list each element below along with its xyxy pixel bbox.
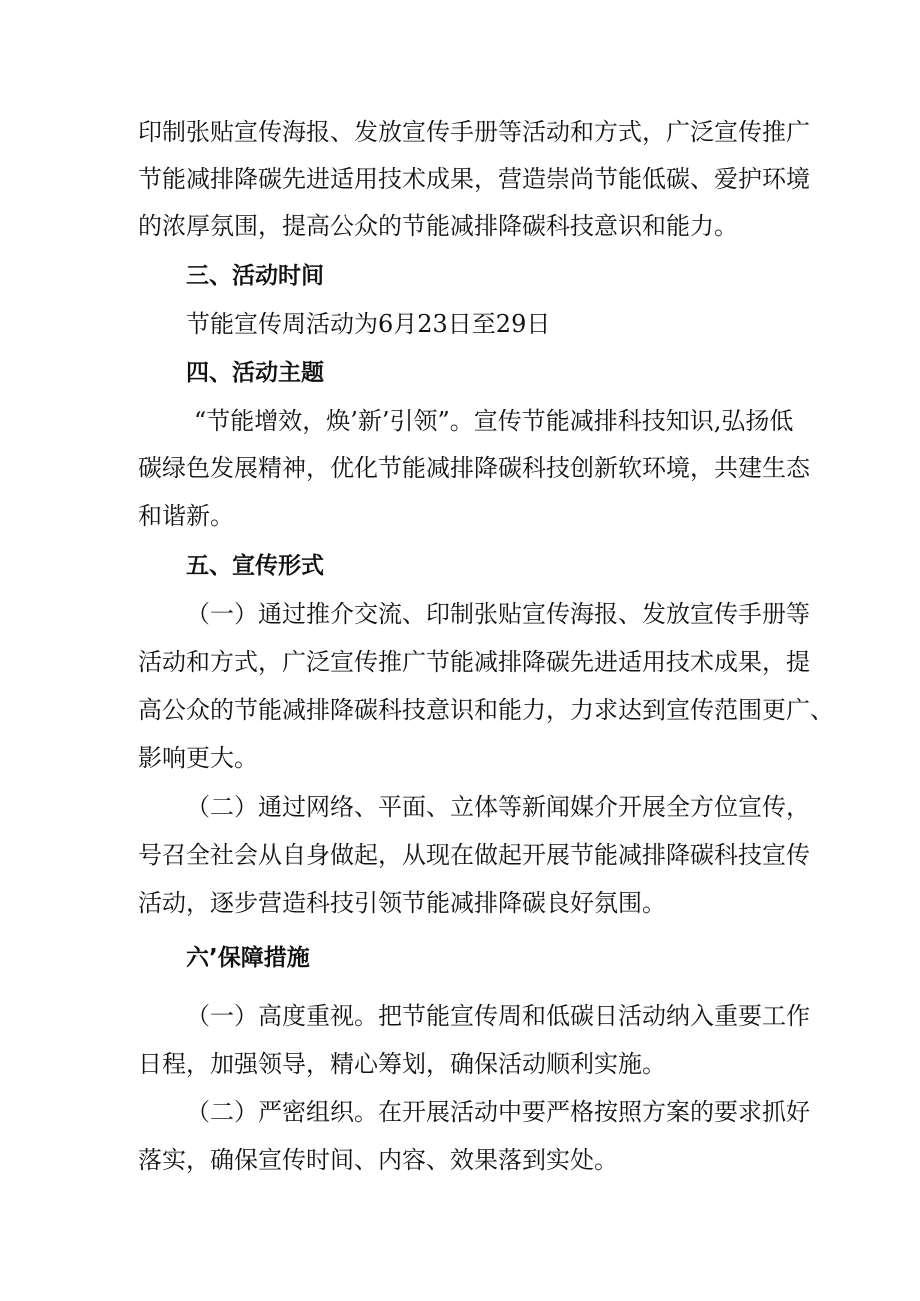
- paragraph-line: 印制张贴宣传海报、发放宣传手册等活动和方式，广泛宣传推广: [138, 118, 810, 146]
- paragraph-line: 活动和方式，广泛宣传推广节能减排降碳先进适用技术成果，提: [138, 648, 810, 676]
- section-heading-time: 三、活动时间: [186, 263, 324, 289]
- paragraph-line: 影响更大。: [138, 744, 258, 772]
- section-heading-format: 五、宣传形式: [186, 553, 324, 579]
- paragraph-line: 活动，逐步营造科技引领节能减排降碳良好氛围。: [138, 889, 666, 917]
- paragraph-line: 高公众的节能减排降碳科技意识和能力，力求达到宣传范围更广、: [138, 696, 834, 724]
- paragraph-line: “节能增效，焕’新’引领”。宣传节能减排科技知识,弘扬低: [194, 407, 794, 435]
- paragraph-line: （二）通过网络、平面、立体等新闻媒介开展全方位宣传，: [186, 793, 810, 821]
- paragraph-line: 的浓厚氛围，提高公众的节能减排降碳科技意识和能力。: [138, 212, 738, 240]
- paragraph-line: 节能宣传周活动为6月23日至29日: [186, 310, 551, 338]
- paragraph-line: 号召全社会从自身做起，从现在做起开展节能减排降碳科技宣传: [138, 841, 810, 869]
- paragraph-line: 和谐新。: [138, 502, 234, 530]
- paragraph-line: 落实，确保宣传时间、内容、效果落到实处。: [138, 1146, 618, 1174]
- paragraph-line: （二）严密组织。在开展活动中要严格按照方案的要求抓好: [186, 1098, 810, 1126]
- paragraph-line: 碳绿色发展精神，优化节能减排降碳科技创新软环境，共建生态: [138, 454, 810, 482]
- paragraph-line: （一）通过推介交流、印制张贴宣传海报、发放宣传手册等: [186, 600, 810, 628]
- paragraph-line: （一）高度重视。把节能宣传周和低碳日活动纳入重要工作: [186, 1002, 810, 1030]
- section-heading-theme: 四、活动主题: [186, 360, 324, 386]
- paragraph-line: 日程，加强领导，精心筹划，确保活动顺利实施。: [138, 1050, 666, 1078]
- section-heading-safeguards: 六’保障措施: [186, 945, 310, 971]
- paragraph-line: 节能减排降碳先进适用技术成果，营造崇尚节能低碳、爱护环境: [138, 165, 810, 193]
